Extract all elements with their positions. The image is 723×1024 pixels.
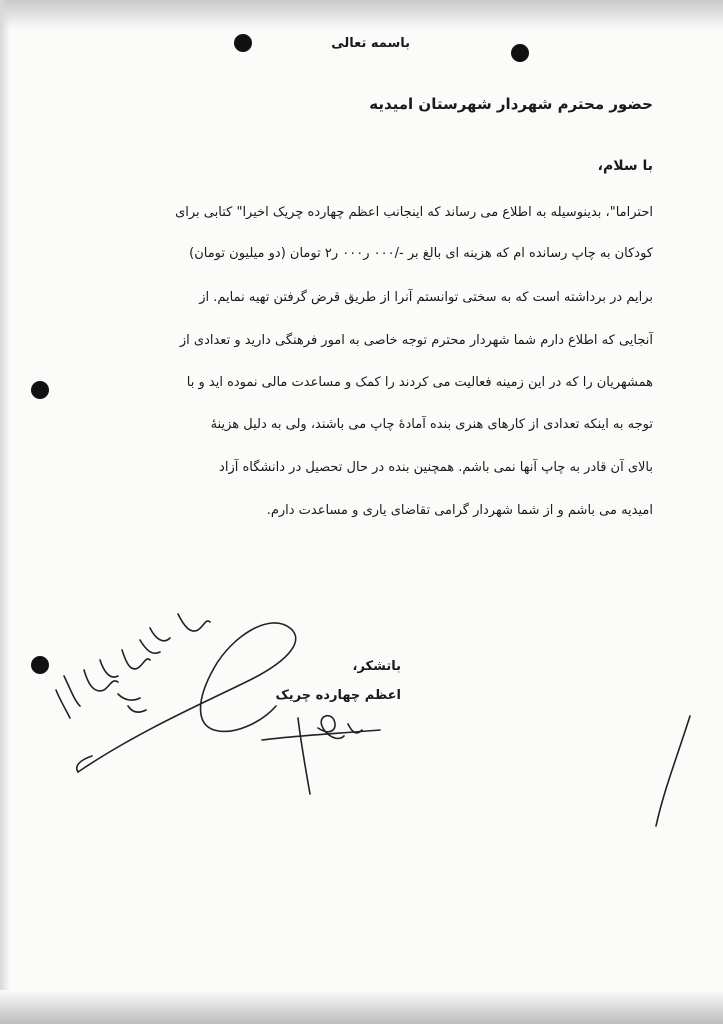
body-line: بالای آن قادر به چاپ آنها نمی باشم. همچنین بنده در حال تحصیل در دانشگاه آزاد — [219, 460, 653, 475]
stray-pen-stroke — [656, 716, 690, 826]
handwritten-note-stroke — [122, 650, 150, 669]
recipient-line: حضور محترم شهردار شهرستان امیدیه — [369, 95, 653, 113]
body-line: امیدیه می باشم و از شما شهردار گرامی تقاضای یاری و مساعدت دارم. — [266, 503, 653, 518]
body-line: آنجایی که اطلاع دارم شما شهردار محترم توجه خاصی به امور فرهنگی دارید و تعدادی از — [179, 333, 653, 348]
handwritten-note-stroke — [118, 694, 146, 712]
handwritten-note-stroke — [56, 676, 80, 718]
handwritten-note-stroke — [178, 614, 210, 631]
body-line: برایم در برداشته است که به سختی توانستم آنرا از طریق قرض گرفتن تهیه نمایم. از — [199, 290, 653, 305]
signature-stroke — [262, 730, 380, 740]
sender-name: اعظم چهارده چریک — [275, 688, 401, 703]
body-line: احتراما"، بدینوسیله به اطلاع می رساند که اینجانب اعظم چهارده چریک اخیرا" کتابی برای — [175, 205, 653, 220]
body-line: کودکان به چاپ رسانده ام که هزینه ای بالغ بر -/۰۰۰ ر۰۰۰ ر۲ تومان (دو میلیون تومان) — [189, 246, 653, 261]
signature-stroke — [298, 718, 310, 794]
body-line: همشهریان را که در این زمینه فعالیت می کردند را کمک و مساعدت مالی نموده اید و با — [186, 375, 653, 390]
signature-stroke — [78, 623, 296, 772]
handwritten-note-stroke — [84, 670, 118, 691]
handwritten-note-stroke — [100, 660, 118, 677]
body-line: توجه به اینکه تعدادی از کارهای هنری بنده آمادۀ چاپ می باشند، ولی به دلیل هزینۀ — [210, 417, 653, 432]
header-title: باسمه تعالی — [331, 36, 410, 51]
handwritten-note-stroke — [140, 628, 170, 653]
greeting: با سلام، — [597, 158, 653, 174]
closing-phrase: باتشکر، — [352, 659, 401, 674]
